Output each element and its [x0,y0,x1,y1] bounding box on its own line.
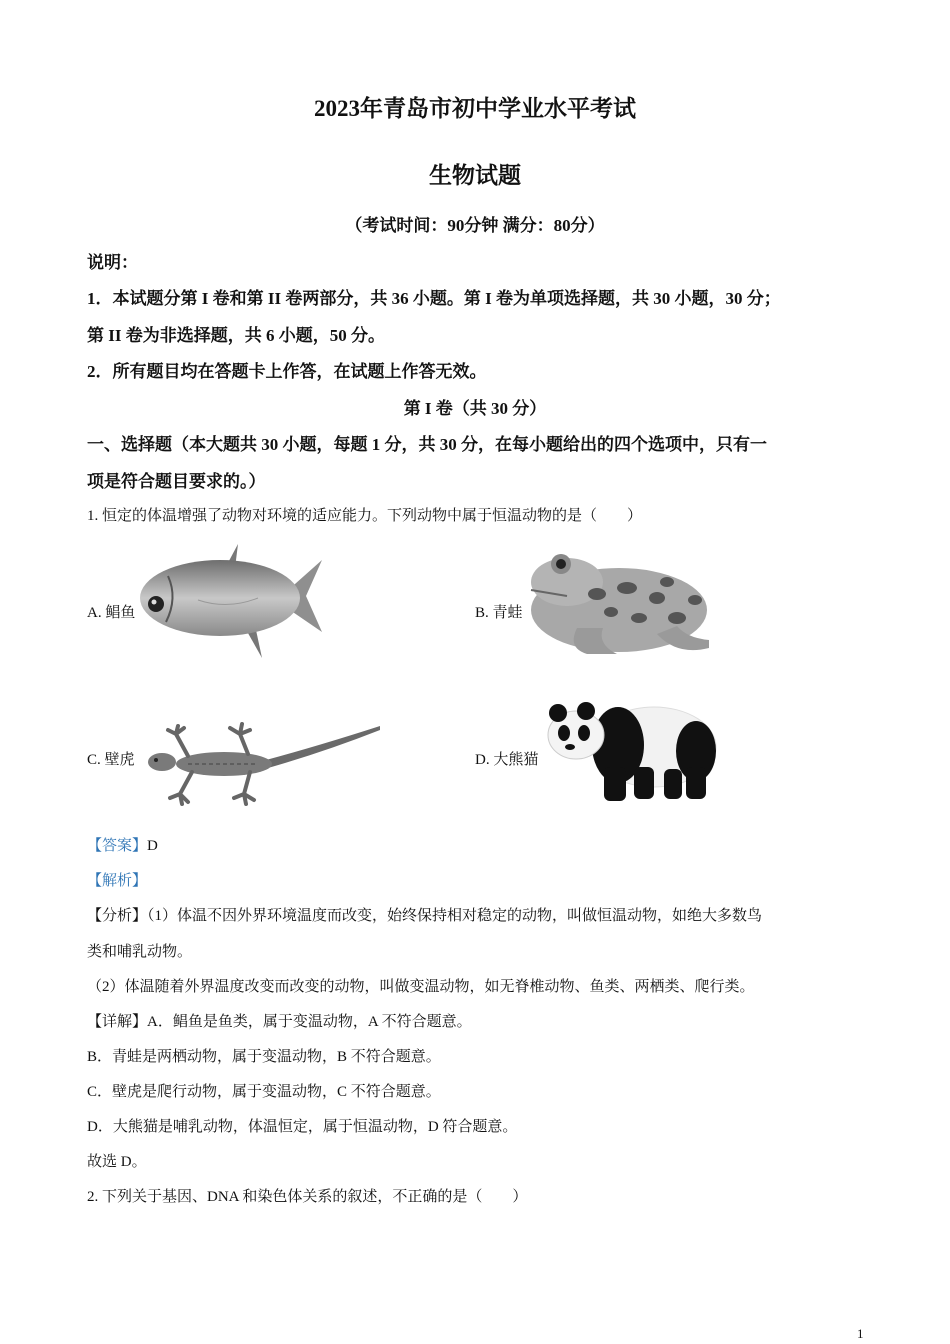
instructions-heading: 说明： [87,253,138,272]
fenxi-line-2: 类和哺乳动物。 [87,944,193,960]
exam-subtitle: 生物试题 [429,163,521,188]
instruction-item-1-line-1: 1．本试题分第 I 卷和第 II 卷两部分，共 36 小题。第 I 卷为单项选择题，共 30 小题，30 分； [87,289,781,308]
panda-image [546,697,720,803]
pomfret-fish-image [138,540,324,660]
exam-title: 2023年青岛市初中学业水平考试 [314,96,636,121]
option-b-label: B. 青蛙 [475,605,523,621]
instruction-item-1-line-2: 第 II 卷为非选择题，共 6 小题，50 分。 [87,326,385,345]
detail-line-c: C．壁虎是爬行动物，属于变温动物，C 不符合题意。 [87,1084,441,1100]
page-number: 1 [857,1326,864,1341]
answer-tag: 【答案】 [87,838,148,854]
detail-line-a [87,1010,472,1031]
conclusion-line: 故选 D。 [87,1154,147,1170]
answer-line [87,834,158,855]
fenxi-line-3: （2）体温随着外界温度改变而改变的动物，叫做变温动物，如无脊椎动物、鱼类、两栖类、爬行类。 [87,979,755,995]
section-heading-line-1: 一、选择题（本大题共 30 小题，每题 1 分，共 30 分，在每小题给出的四个选项中，只有一 [87,435,767,454]
fenxi-text-1: （1）体温不因外界环境温度而改变，始终保持相对稳定的动物，叫做恒温动物，如绝大多数鸟 [147,908,763,924]
detail-line-d: D．大熊猫是哺乳动物，体温恒定，属于恒温动物，D 符合题意。 [87,1119,518,1135]
fenxi-line-1 [87,904,762,925]
analysis-tag: 【解析】 [87,873,148,889]
detail-tag: 【详解】 [87,1014,148,1030]
fenxi-tag: 【分析】 [87,908,148,924]
section-heading-line-2: 项是符合题目要求的。） [87,472,266,491]
option-c-label: C. 壁虎 [87,752,135,768]
question-2-stem: 2. 下列关于基因、DNA 和染色体关系的叙述，不正确的是（ ） [87,1189,528,1205]
detail-a-text: A．鲳鱼是鱼类，属于变温动物，A 不符合题意。 [147,1014,472,1030]
answer-value: D [147,838,158,854]
option-a-label: A. 鲳鱼 [87,605,136,621]
option-d-label: D. 大熊猫 [475,752,539,768]
question-1-stem: 1. 恒定的体温增强了动物对环境的适应能力。下列动物中属于恒温动物的是（ ） [87,508,643,524]
detail-line-b: B．青蛙是两栖动物，属于变温动物，B 不符合题意。 [87,1049,441,1065]
instruction-item-2: 2．所有题目均在答题卡上作答，在试题上作答无效。 [87,362,487,381]
gecko-image [148,722,382,806]
exam-info: （考试时间：90分钟 满分：80分） [345,216,605,235]
volume-title: 第 I 卷（共 30 分） [403,399,547,418]
frog-image [527,548,711,658]
